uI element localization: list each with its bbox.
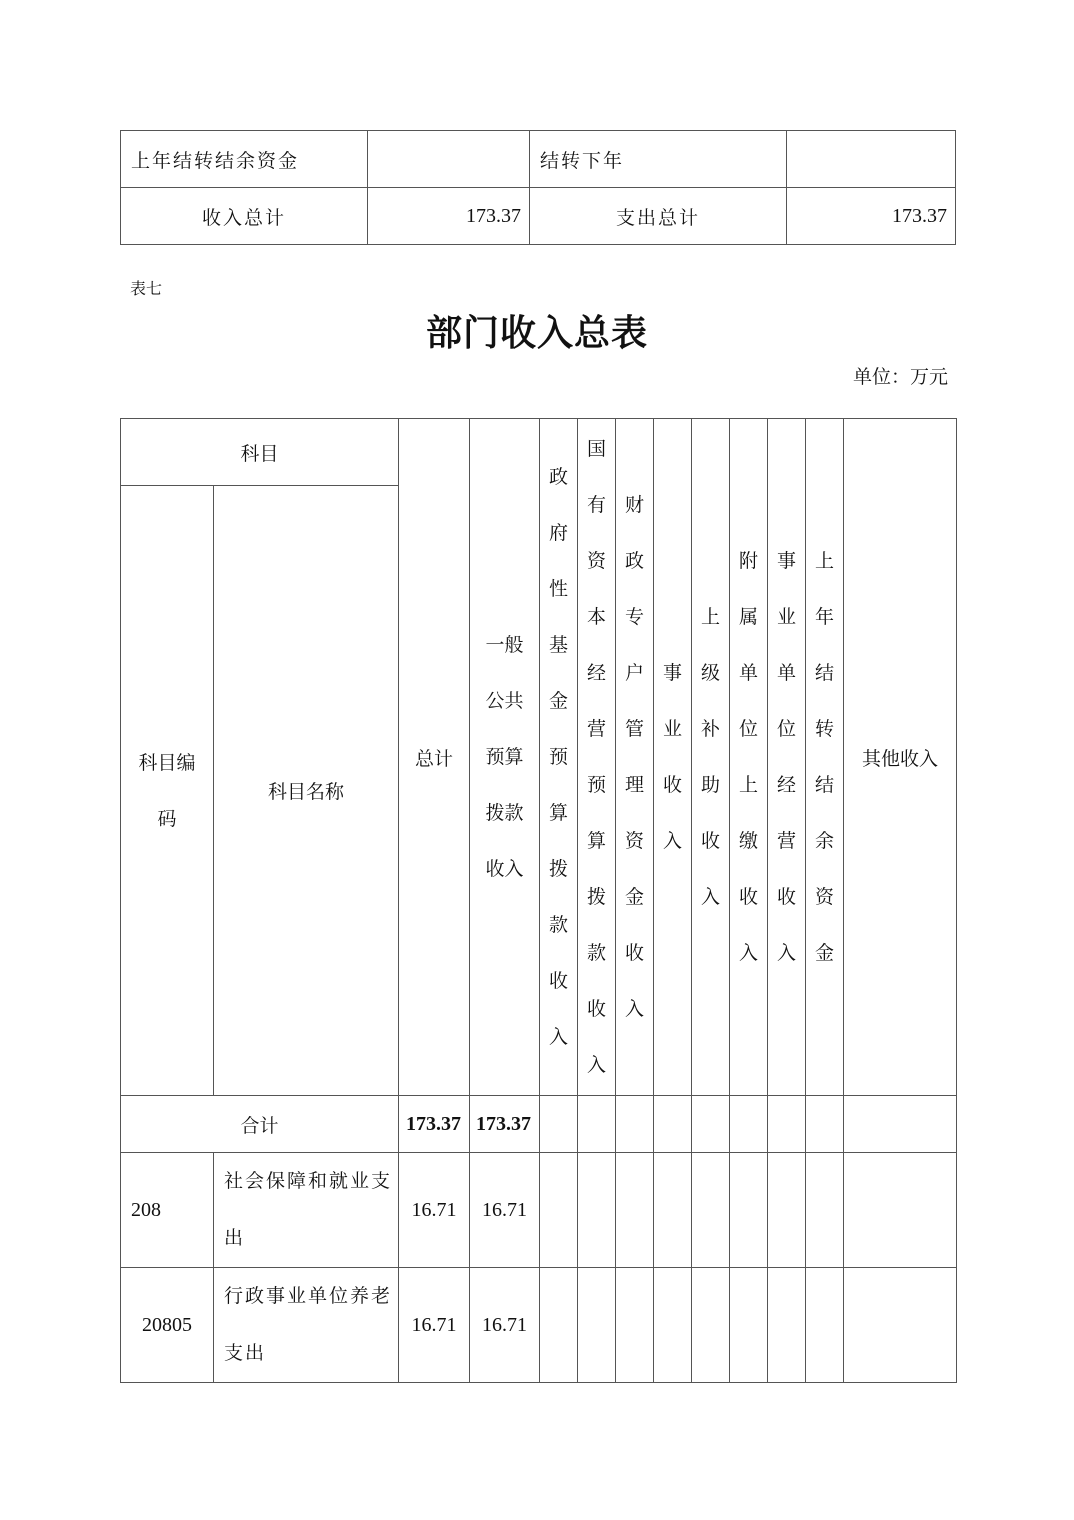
header-char: 上: [815, 550, 835, 572]
empty-cell: [540, 1096, 578, 1153]
sum-general-budget: 173.37: [470, 1096, 540, 1153]
header-char: 经: [777, 774, 797, 796]
empty-cell: [844, 1096, 957, 1153]
header-char: 收: [739, 886, 759, 908]
table-row: [121, 131, 956, 188]
header-char: 助: [701, 774, 721, 796]
empty-cell: [616, 1153, 654, 1268]
row-total: 16.71: [399, 1153, 470, 1268]
table-row: [121, 1268, 957, 1383]
header-char: 款: [549, 914, 569, 936]
empty-cell: [616, 1268, 654, 1383]
header-char: 缴: [739, 830, 759, 852]
header-char: 基: [549, 634, 569, 656]
other-income-header: 其他收入: [844, 419, 957, 1096]
header-char: 入: [587, 1054, 607, 1076]
header-char: 补: [701, 718, 721, 740]
header-char: 入: [777, 942, 797, 964]
empty-cell: [654, 1268, 692, 1383]
header-char: 政: [625, 550, 645, 572]
header-char: 余: [815, 830, 835, 852]
empty-cell: [806, 1268, 844, 1383]
empty-cell: [768, 1153, 806, 1268]
header-char: 款: [587, 942, 607, 964]
empty-cell: [578, 1268, 616, 1383]
business-operation-header: [768, 419, 806, 1096]
header-char: 单: [777, 662, 797, 684]
header-char: 业: [777, 606, 797, 628]
header-char: 资: [815, 886, 835, 908]
header-char: 府: [549, 522, 569, 544]
header-char: 附: [739, 550, 759, 572]
header-char: 结: [815, 662, 835, 684]
general-budget-header: 一般 公共 预算 拨款 收入: [470, 419, 540, 1096]
income-total-label: 收入总计: [121, 188, 368, 245]
empty-cell: [730, 1153, 768, 1268]
header-char: 政: [549, 466, 569, 488]
empty-cell: [844, 1153, 957, 1268]
subject-header: 科目: [121, 419, 399, 486]
header-char: 经: [587, 662, 607, 684]
header-char: 转: [815, 718, 835, 740]
empty-cell: [578, 1096, 616, 1153]
name-header: 科目名称: [214, 486, 399, 1096]
sum-row: [121, 1096, 957, 1153]
table-row: [121, 1153, 957, 1268]
state-capital-header: [578, 419, 616, 1096]
unit-label: 单位：万元: [853, 367, 949, 388]
header-char: 入: [701, 886, 721, 908]
header-char: 营: [777, 830, 797, 852]
empty-cell: [578, 1153, 616, 1268]
header-char: 收: [777, 886, 797, 908]
subject-code: 20805: [121, 1268, 214, 1383]
left-value: [368, 131, 530, 188]
header-char: 金: [815, 942, 835, 964]
department-income-table: [120, 418, 957, 1383]
header-char: 金: [549, 690, 569, 712]
superior-subsidy-header: [692, 419, 730, 1096]
header-char: 入: [625, 998, 645, 1020]
header-char: 业: [663, 718, 683, 740]
row-general-budget: 16.71: [470, 1268, 540, 1383]
header-char: 上: [739, 774, 759, 796]
special-account-header: [616, 419, 654, 1096]
empty-cell: [768, 1268, 806, 1383]
header-char: 财: [625, 494, 645, 516]
header-char: 收: [587, 998, 607, 1020]
gov-fund-header: [540, 419, 578, 1096]
header-char: 收: [549, 970, 569, 992]
header-char: 预: [587, 774, 607, 796]
header-char: 收: [663, 774, 683, 796]
empty-cell: [540, 1268, 578, 1383]
header-char: 入: [549, 1026, 569, 1048]
carryover-header: [806, 419, 844, 1096]
page-title: 部门收入总表: [425, 312, 648, 354]
empty-cell: [806, 1096, 844, 1153]
right-label: 结转下年: [530, 131, 787, 188]
empty-cell: [806, 1153, 844, 1268]
empty-cell: [768, 1096, 806, 1153]
header-char: 上: [701, 606, 721, 628]
empty-cell: [654, 1096, 692, 1153]
header-char: 性: [549, 578, 569, 600]
affiliated-header: [730, 419, 768, 1096]
header-char: 入: [663, 830, 683, 852]
sum-label: 合计: [121, 1096, 399, 1153]
sum-total: 173.37: [399, 1096, 470, 1153]
header-char: 管: [625, 718, 645, 740]
left-label: 上年结转结余资金: [121, 131, 368, 188]
header-char: 资: [625, 830, 645, 852]
header-char: 单: [739, 662, 759, 684]
header-char: 算: [587, 830, 607, 852]
header-char: 算: [549, 802, 569, 824]
header-char: 户: [625, 662, 645, 684]
header-char: 入: [739, 942, 759, 964]
table-row: [121, 188, 956, 245]
empty-cell: [692, 1268, 730, 1383]
business-income-header: [654, 419, 692, 1096]
header-char: 有: [587, 494, 607, 516]
header-char: 营: [587, 718, 607, 740]
row-total: 16.71: [399, 1268, 470, 1383]
expense-total-label: 支出总计: [530, 188, 787, 245]
empty-cell: [616, 1096, 654, 1153]
empty-cell: [540, 1153, 578, 1268]
header-char: 资: [587, 550, 607, 572]
header-char: 金: [625, 886, 645, 908]
total-header: 总计: [399, 419, 470, 1096]
header-char: 年: [815, 606, 835, 628]
table-number: 表七: [130, 279, 163, 298]
income-total-value: 173.37: [368, 188, 530, 245]
header-char: 收: [701, 830, 721, 852]
header-char: 拨: [587, 886, 607, 908]
empty-cell: [692, 1096, 730, 1153]
header-char: 本: [587, 606, 607, 628]
empty-cell: [692, 1153, 730, 1268]
header-char: 拨: [549, 858, 569, 880]
carryover-summary-table: [120, 130, 956, 245]
header-row: [121, 419, 957, 486]
expense-total-value: 173.37: [787, 188, 956, 245]
row-general-budget: 16.71: [470, 1153, 540, 1268]
subject-name: 行政事业单位养老支出: [214, 1268, 399, 1383]
header-char: 理: [625, 774, 645, 796]
header-char: 位: [739, 718, 759, 740]
subject-name: 社会保障和就业支出: [214, 1153, 399, 1268]
empty-cell: [730, 1096, 768, 1153]
header-char: 事: [777, 550, 797, 572]
empty-cell: [654, 1153, 692, 1268]
header-char: 结: [815, 774, 835, 796]
header-char: 收: [625, 942, 645, 964]
header-char: 预: [549, 746, 569, 768]
empty-cell: [844, 1268, 957, 1383]
subject-code: 208: [121, 1153, 214, 1268]
empty-cell: [730, 1268, 768, 1383]
code-header: 科目编 码: [121, 486, 214, 1096]
header-char: 国: [587, 438, 607, 460]
header-char: 属: [739, 606, 759, 628]
header-char: 位: [777, 718, 797, 740]
header-char: 级: [701, 662, 721, 684]
header-char: 事: [663, 662, 683, 684]
header-char: 专: [625, 606, 645, 628]
right-value: [787, 131, 956, 188]
